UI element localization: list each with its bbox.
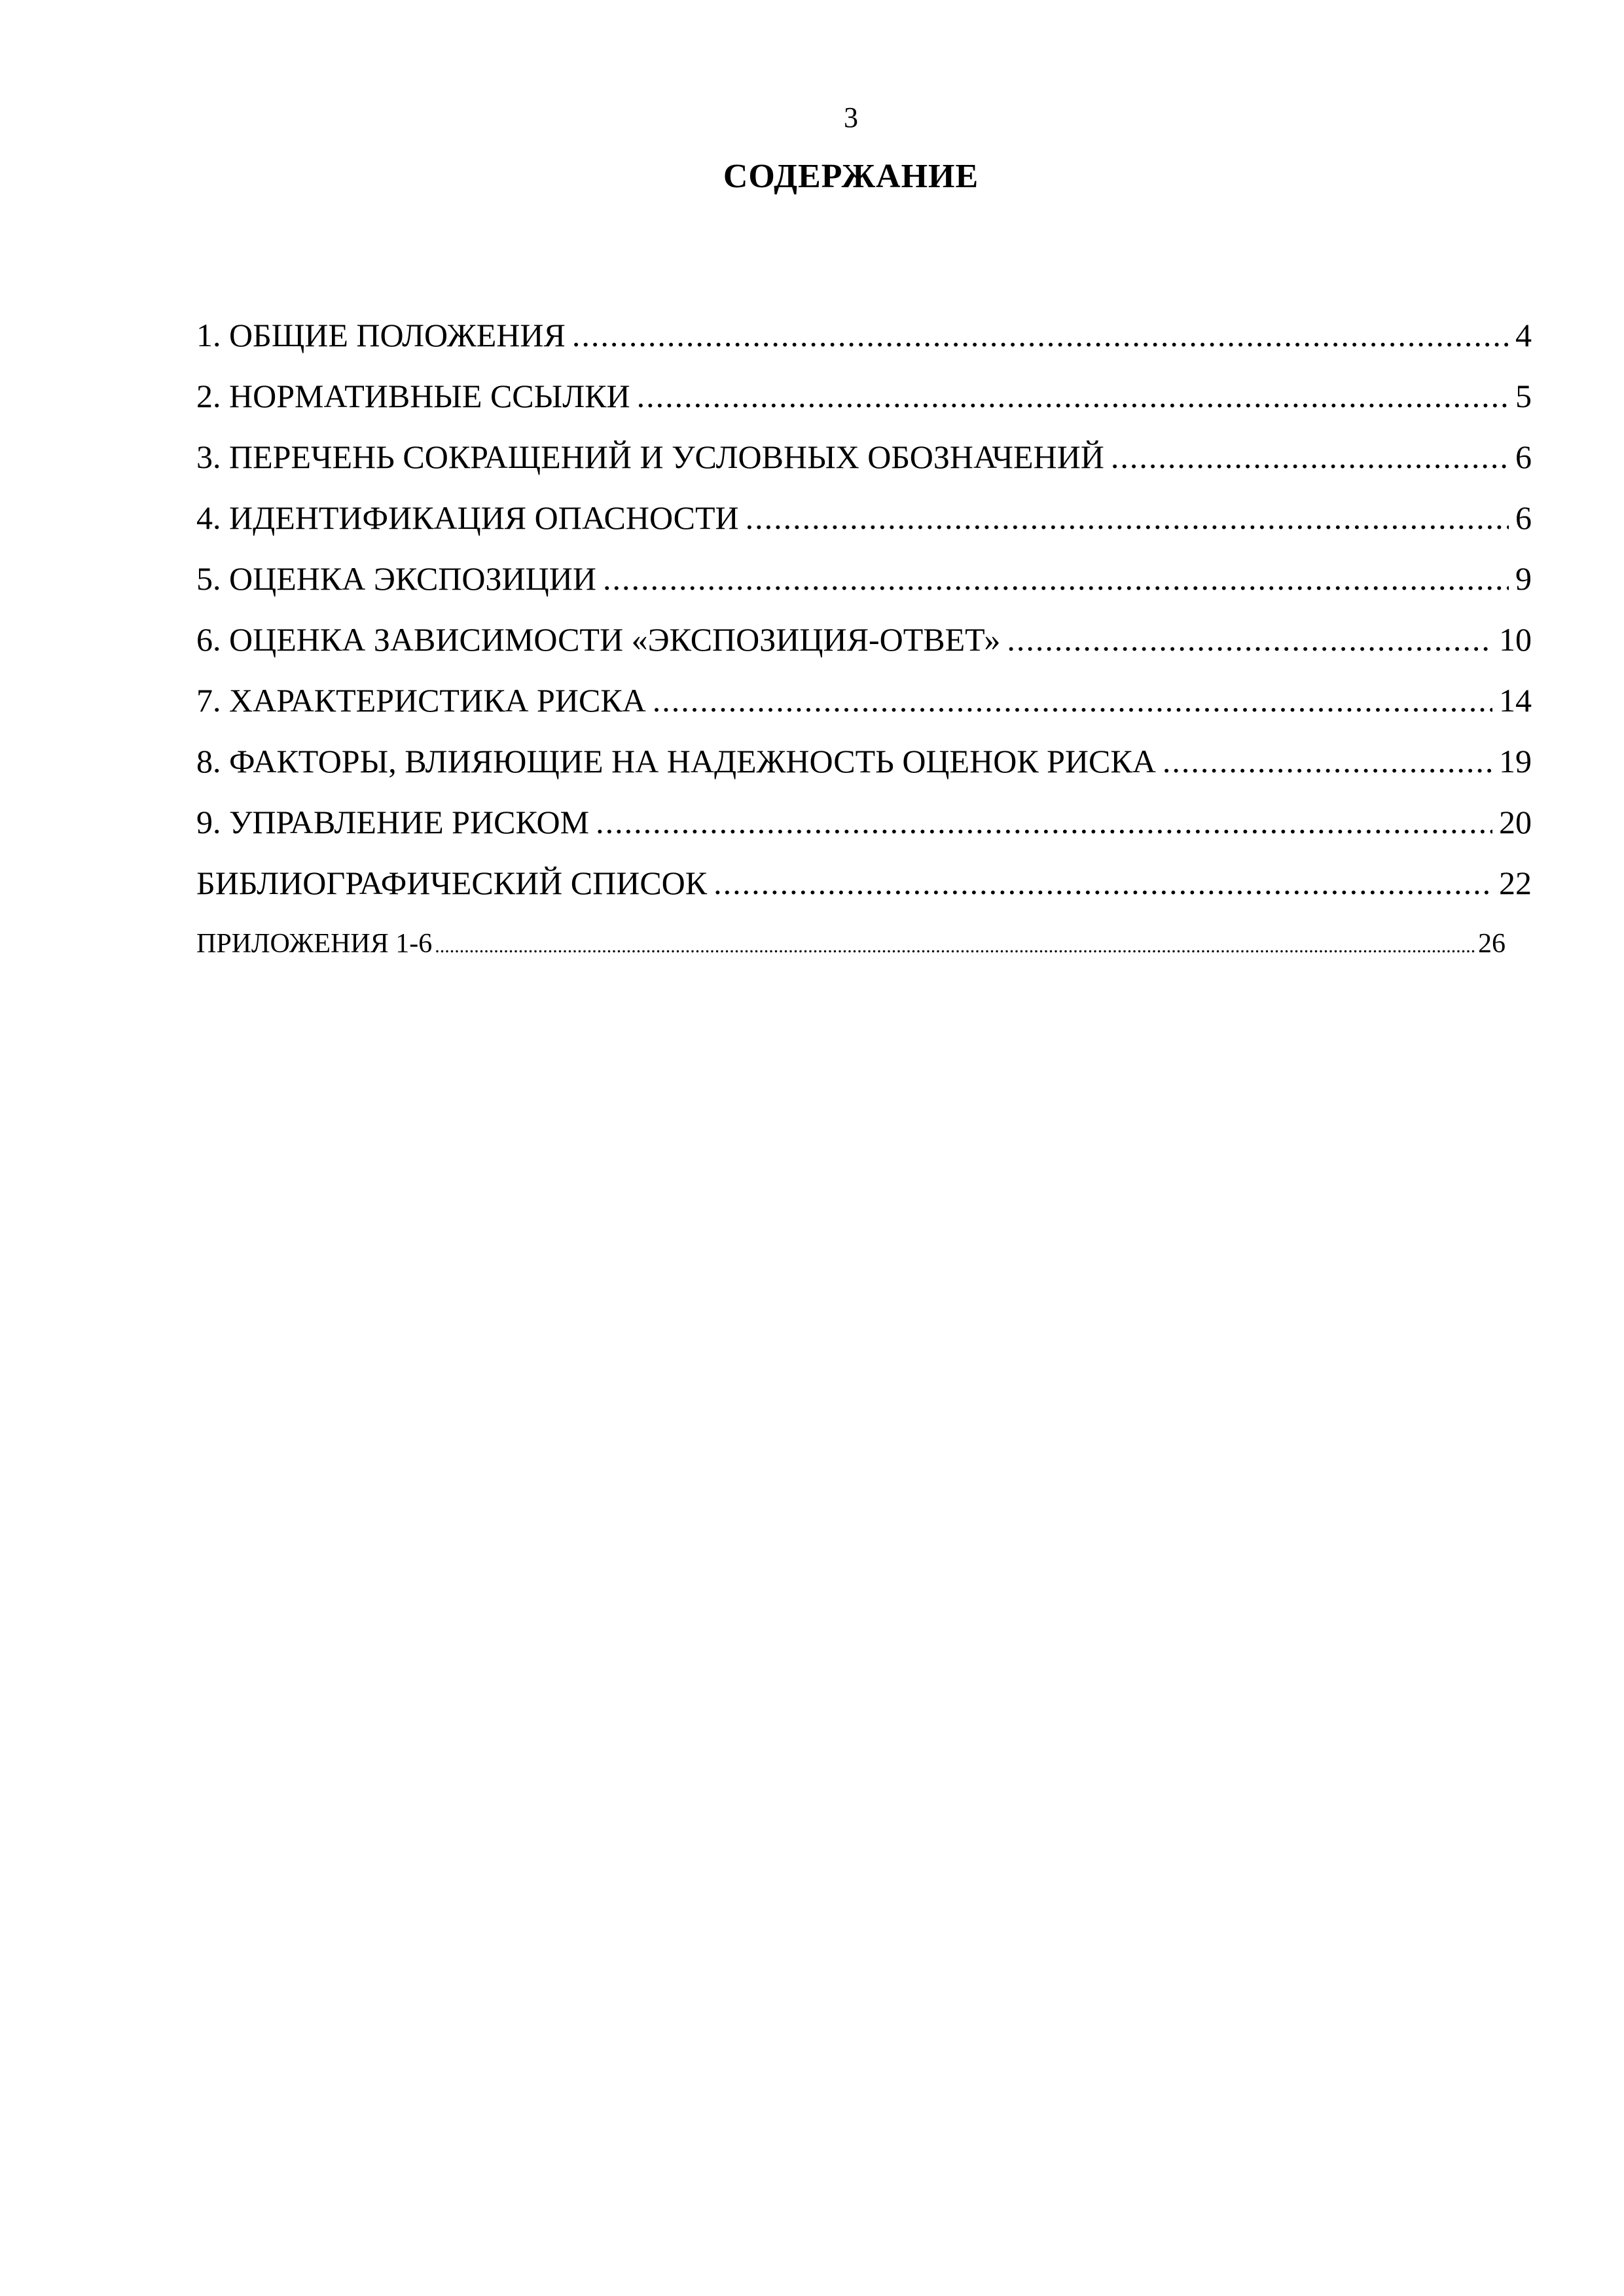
dot-leader: [596, 802, 1492, 842]
dot-leader: [1007, 620, 1492, 659]
toc-entry-label: БИБЛИОГРАФИЧЕСКИЙ СПИСОК: [196, 865, 708, 901]
toc-entry-label: 3. ПЕРЕЧЕНЬ СОКРАЩЕНИЙ И УСЛОВНЫХ ОБОЗНАЧЕНИЙ: [196, 439, 1104, 475]
toc-entry-page: 5: [1515, 378, 1532, 414]
dot-leader: [435, 927, 1475, 966]
toc-entry-page: 26: [1478, 929, 1506, 959]
toc-entry-label: 1. ОБЩИЕ ПОЛОЖЕНИЯ: [196, 317, 566, 353]
toc-entry-page: 4: [1515, 317, 1532, 353]
toc-entry[interactable]: [196, 802, 1532, 863]
dot-leader: [572, 315, 1509, 355]
toc-entry[interactable]: [196, 437, 1532, 498]
dot-leader: [713, 863, 1492, 903]
dot-leader: [603, 559, 1509, 598]
toc-entry-page: 22: [1499, 865, 1532, 901]
dot-leader: [653, 681, 1492, 720]
toc-entry-label: 8. ФАКТОРЫ, ВЛИЯЮЩИЕ НА НАДЕЖНОСТЬ ОЦЕНОК РИСКА: [196, 743, 1156, 780]
toc-entry[interactable]: [196, 559, 1532, 620]
dot-leader: [1163, 742, 1492, 781]
toc-entry-page: 6: [1515, 499, 1532, 536]
toc-entry[interactable]: [196, 742, 1532, 802]
page-title: СОДЕРЖАНИЕ: [723, 158, 979, 195]
toc-entry[interactable]: [196, 863, 1532, 924]
toc-entry-label: 5. ОЦЕНКА ЭКСПОЗИЦИИ: [196, 560, 596, 597]
toc-entry-label: 4. ИДЕНТИФИКАЦИЯ ОПАСНОСТИ: [196, 499, 739, 536]
toc-entry[interactable]: [196, 620, 1532, 681]
toc-entry-page: 20: [1499, 804, 1532, 840]
toc-entry-page: 14: [1499, 682, 1532, 719]
toc-entry-page: 9: [1515, 560, 1532, 597]
toc-entry[interactable]: [196, 376, 1532, 437]
toc-entry-page: 6: [1515, 439, 1532, 475]
dot-leader: [746, 498, 1509, 537]
toc-entry[interactable]: [196, 924, 1506, 982]
toc-entry-label: ПРИЛОЖЕНИЯ 1-6: [196, 929, 433, 959]
toc-entry-label: 7. ХАРАКТЕРИСТИКА РИСКА: [196, 682, 646, 719]
toc-entry-label: 2. НОРМАТИВНЫЕ ССЫЛКИ: [196, 378, 630, 414]
dot-leader: [1111, 437, 1509, 476]
dot-leader: [637, 376, 1509, 416]
toc-entry-page: 19: [1499, 743, 1532, 780]
toc-entry[interactable]: [196, 315, 1532, 376]
page-number: 3: [844, 101, 858, 134]
toc-entry[interactable]: [196, 498, 1532, 559]
toc-entry-page: 10: [1499, 621, 1532, 658]
toc-entry-label: 9. УПРАВЛЕНИЕ РИСКОМ: [196, 804, 590, 840]
table-of-contents: [196, 315, 1532, 982]
toc-entry-label: 6. ОЦЕНКА ЗАВИСИМОСТИ «ЭКСПОЗИЦИЯ-ОТВЕТ»: [196, 621, 1001, 658]
toc-entry[interactable]: [196, 681, 1532, 742]
